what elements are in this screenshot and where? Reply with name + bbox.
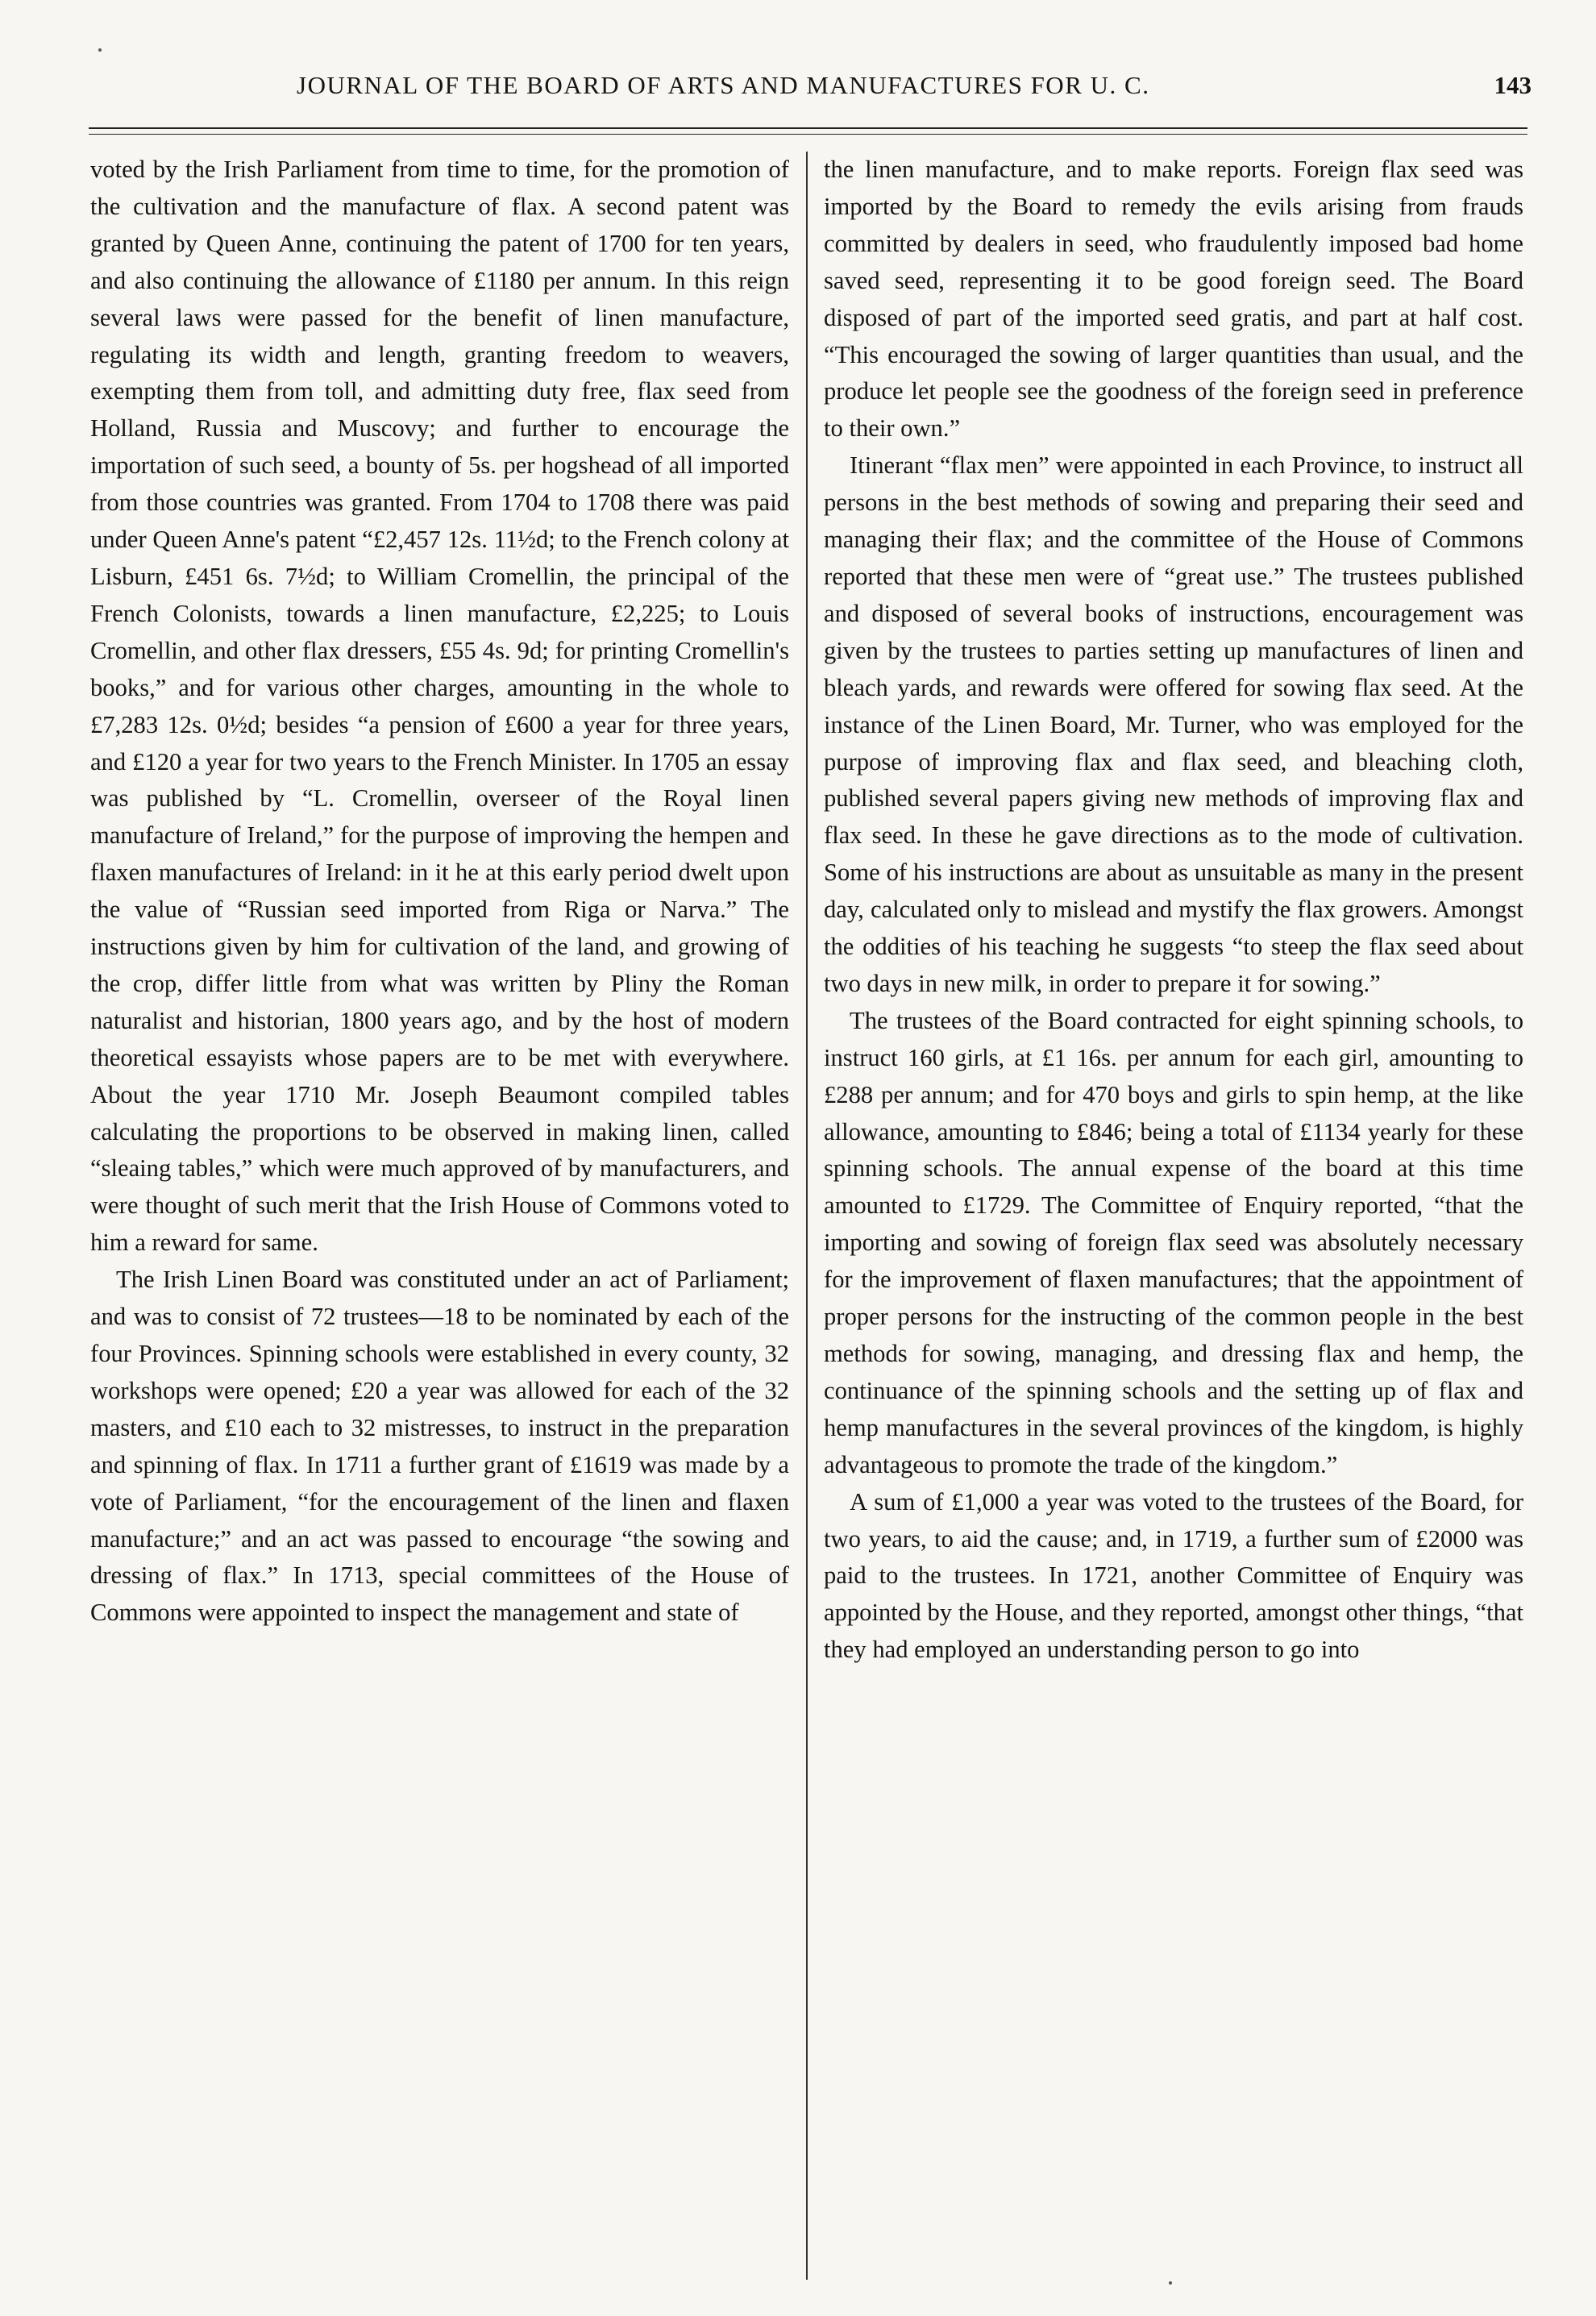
- column-divider: [806, 152, 808, 2280]
- paragraph: A sum of £1,000 a year was voted to the trustees of the Board, for two years, to aid the cause; and, in 1719, a further sum of £2000 was paid to the trustees. In 1721, another Committee of Enquiry was appointed by the House, and they reported, amongst other things, “that they had employed an understanding person to go into: [824, 1487, 1523, 1664]
- left-column: [90, 152, 789, 1632]
- journal-title: JOURNAL OF THE BOARD OF ARTS AND MANUFACTURES FOR U. C.: [297, 71, 1150, 99]
- paragraph: The trustees of the Board contracted for eight spinning schools, to instruct 160 girls, at £1 16s. per annum for each girl, amounting to £288 per annum; and for 470 boys and girls to spin hemp, at the like allowance, amounting to £846; being a total of £1134 yearly for these spinning schools. The annual expense of the board at this time amounted to £1729. The Committee of Enquiry reported, “that the importing and sowing of foreign flax seed was absolutely necessary for the improvement of flaxen manufactures; that the appointment of proper persons for the instructing of the common people in the best methods for sowing, managing, and dressing flax and hemp, the continuance of the spinning schools and the setting up of flax and hemp manufactures in the several provinces of the kingdom, is highly advantageous to promote the trade of the kingdom.”: [824, 1006, 1523, 1478]
- header-rule: [89, 127, 1527, 135]
- page-number: 143: [1494, 71, 1532, 99]
- print-speck: [1169, 2281, 1172, 2285]
- paragraph: The Irish Linen Board was constituted under an act of Parliament; and was to consist of 72 trustees—18 to be nominated by each of the four Provinces. Spinning schools were established in every county, 32 workshops were opened; £20 a year was allowed for each of the 32 masters, and £10 each to 32 mistresses, to instruct in the preparation and spinning of flax. In 1711 a further grant of £1619 was made by a vote of Parliament, “for the encouragement of the linen and flaxen manufacture;” and an act was passed to encourage “the sowing and dressing of flax.” In 1713, special committees of the House of Commons were appointed to inspect the management and state of: [90, 1266, 789, 1627]
- right-column: [824, 152, 1523, 1669]
- print-speck: [98, 48, 102, 52]
- paragraph: voted by the Irish Parliament from time to time, for the promotion of the cultivation and the manufacture of flax. A second patent was granted by Queen Anne, continuing the patent of 1700 for ten years, and also continuing the allowance of £1180 per annum. In this reign several laws were passed for the benefit of linen manufacture, regulating its width and length, granting freedom to weavers, exempting them from toll, and admitting duty free, flax seed from Holland, Russia and Muscovy; and further to encourage the importation of such seed, a bounty of 5s. per hogshead of all imported from those countries was granted. From 1704 to 1708 there was paid under Queen Anne's patent “£2,457 12s. 11½d; to the French colony at Lisburn, £451 6s. 7½d; to William Cromellin, the principal of the French Colonists, towards a linen manufacture, £2,225; to Louis Cromellin, and other flax dressers, £55 4s. 9d; for printing Cromellin's books,” and for various other charges, amounting in the whole to £7,283 12s. 0½d; besides “a pension of £600 a year for three years, and £120 a year for two years to the French Minister. In 1705 an essay was published by “L. Cromellin, overseer of the Royal linen manufacture of Ireland,” for the purpose of improving the hempen and flaxen manufactures of Ireland: in it he at this early period dwelt upon the value of “Russian seed imported from Riga or Narva.” The instructions given by him for cultivation of the land, and growing of the crop, differ little from what was written by Pliny the Roman naturalist and historian, 1800 years ago, and by the host of modern theoretical essayists whose papers are to be met with everywhere. About the year 1710 Mr. Joseph Beaumont compiled tables calculating the proportions to be observed in making linen, called “sleaing tables,” which were much approved of by manufacturers, and were thought of such merit that the Irish House of Commons voted to him a reward for same.: [90, 156, 789, 1257]
- paragraph: Itinerant “flax men” were appointed in each Province, to instruct all persons in the best methods of sowing and preparing their seed and managing their flax; and the committee of the House of Commons reported that these men were of “great use.” The trustees published and disposed of several books of instructions, encouragement was given by the trustees to parties setting up manufactures of linen and bleach yards, and rewards were offered for sowing flax seed. At the instance of the Linen Board, Mr. Turner, who was employed for the purpose of improving flax and flax seed, and bleaching cloth, published several papers giving new methods of improving flax and flax seed. In these he gave directions as to the mode of cultivation. Some of his instructions are about as unsuitable as many in the present day, calculated only to mislead and mystify the flax growers. Amongst the oddities of his teaching he suggests “to steep the flax seed about two days in new milk, in order to prepare it for sowing.”: [824, 451, 1523, 997]
- paragraph: the linen manufacture, and to make reports. Foreign flax seed was imported by the Board to remedy the evils arising from frauds committed by dealers in seed, who fraudulently imposed bad home saved seed, representing it to be good foreign seed. The Board disposed of part of the imported seed gratis, and part at half cost. “This encouraged the sowing of larger quantities than usual, and the produce let people see the goodness of the foreign seed in preference to their own.”: [824, 156, 1523, 443]
- running-header: [89, 71, 1532, 119]
